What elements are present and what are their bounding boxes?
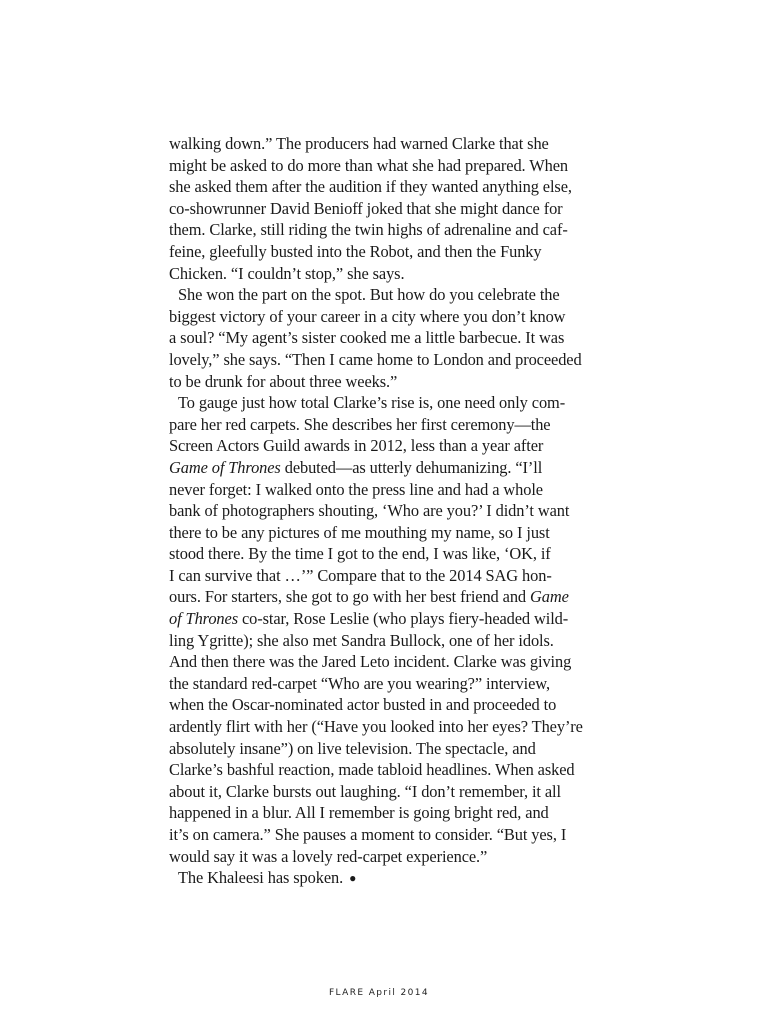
article-line (169, 608, 569, 630)
show-title-italic: of Thrones (169, 609, 238, 629)
article-line: Clarke’s bashful reaction, made tabloid headlines. When asked (169, 760, 575, 780)
article-line: co-showrunner David Benioff joked that she might dance for (169, 198, 563, 218)
article-line: ardently flirt with her (“Have you looked into her eyes? They’re (169, 717, 583, 737)
article-line: I can survive that …’” Compare that to the 2014 SAG hon- (169, 565, 552, 585)
article-line: bank of photographers shouting, ‘Who are you?’ I didn’t want (169, 501, 570, 521)
article-body (169, 133, 583, 889)
end-of-article-bullet-icon: ● (349, 871, 357, 886)
article-line: might be asked to do more than what she had prepared. When (169, 155, 568, 175)
article-line-text: debuted—as utterly dehumanizing. “I’ll (284, 457, 543, 477)
article-line: stood there. By the time I got to the end, I was like, ‘OK, if (169, 544, 551, 564)
article-line: it’s on camera.” She pauses a moment to consider. “But yes, I (169, 825, 567, 844)
article-line: a soul? “My agent’s sister cooked me a little barbecue. It was (169, 328, 565, 348)
article-line: would say it was a lovely red-carpet experience.” (169, 846, 488, 866)
article-line: when the Oscar-nominated actor busted in and proceeded to (169, 695, 557, 715)
article-line: pare her red carpets. She describes her first ceremony—the (169, 414, 551, 434)
article-line: And then there was the Jared Leto incident. Clarke was giving (169, 652, 572, 672)
article-line: never forget: I walked onto the press line and had a whole (169, 479, 543, 499)
article-line-text: The Khaleesi has spoken. (178, 868, 344, 888)
article-line (169, 586, 569, 608)
article-line: biggest victory of your career in a city where you don’t know (169, 306, 566, 326)
show-title-italic: Game of Thrones (169, 457, 281, 477)
article-line: To gauge just how total Clarke’s rise is, one need only com- (178, 393, 566, 413)
article-line: feine, gleefully busted into the Robot, and then the Funky (169, 241, 542, 261)
article-line: She won the part on the spot. But how do you celebrate the (178, 285, 560, 305)
article-line: absolutely insane”) on live television. The spectacle, and (169, 738, 536, 758)
show-title-italic: Game (530, 587, 569, 607)
article-line: Chicken. “I couldn’t stop,” she says. (169, 263, 405, 283)
article-line: lovely,” she says. “Then I came home to London and proceeded (169, 349, 582, 369)
article-line: to be drunk for about three weeks.” (169, 371, 398, 391)
article-line: Screen Actors Guild awards in 2012, less than a year after (169, 436, 544, 456)
article-line (169, 867, 569, 889)
article-line: walking down.” The producers had warned Clarke that she (169, 134, 549, 153)
page-footer: FLARE April 2014 (328, 988, 430, 998)
article-line: them. Clarke, still riding the twin highs of adrenaline and caf- (169, 220, 568, 240)
article-line: the standard red-carpet “Who are you wearing?” interview, (169, 673, 550, 693)
article-line: she asked them after the audition if they wanted anything else, (169, 177, 572, 197)
article-line: about it, Clarke bursts out laughing. “I don’t remember, it all (169, 781, 561, 801)
article-line-text: co-star, Rose Leslie (who plays fiery-headed wild- (241, 609, 569, 629)
article-line: ling Ygritte); she also met Sandra Bullock, one of her idols. (169, 630, 554, 650)
article-line (169, 457, 569, 479)
article-line: happened in a blur. All I remember is going bright red, and (169, 803, 549, 823)
article-line-text: ours. For starters, she got to go with her best friend and (169, 587, 527, 607)
article-line: there to be any pictures of me mouthing my name, so I just (169, 522, 550, 542)
